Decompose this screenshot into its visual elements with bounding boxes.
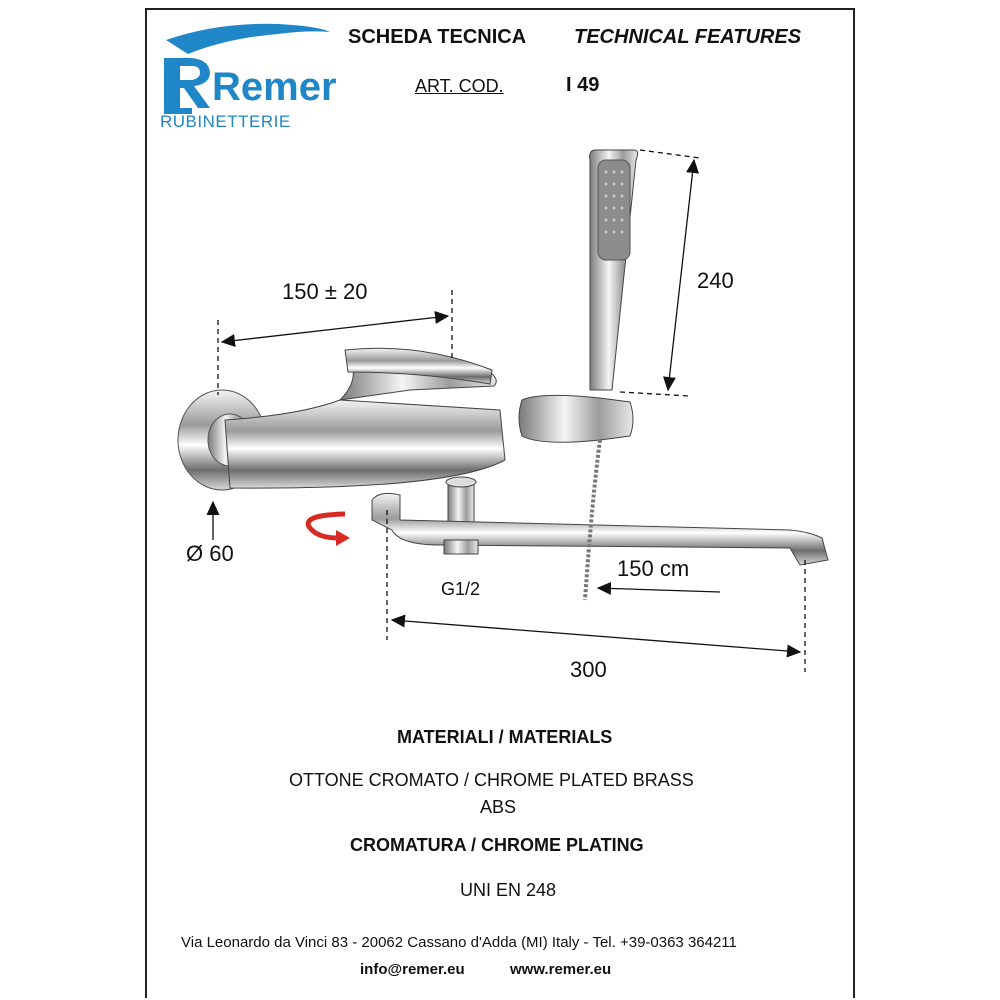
logo-subtitle: RUBINETTERIE	[160, 112, 291, 131]
shower-hose	[585, 440, 600, 600]
dim-flange-diameter: Ø 60	[186, 541, 234, 566]
dim-width-range: 150 ± 20	[282, 279, 368, 304]
art-value: I 49	[566, 74, 600, 96]
dim-shower-height: 240	[697, 268, 734, 293]
logo-text: Remer	[212, 65, 337, 109]
footer-address: Via Leonardo da Vinci 83 - 20062 Cassano d'Adda (MI) Italy - Tel. +39-0363 364211	[181, 934, 737, 951]
hand-shower	[590, 150, 638, 390]
title-it: SCHEDA TECNICA	[348, 26, 527, 48]
footer-email[interactable]: info@remer.eu	[360, 961, 465, 978]
dim-hose-length: 150 cm	[617, 556, 690, 581]
dim-spout-length: 300	[570, 657, 607, 682]
materials-line1: OTTONE CROMATO / CHROME PLATED BRASS	[289, 770, 694, 790]
title-en: TECHNICAL FEATURES	[574, 26, 802, 48]
art-label: ART. COD.	[415, 76, 504, 96]
materials-line2: ABS	[480, 797, 517, 817]
rotation-arrow-icon	[308, 514, 350, 546]
materials-heading: MATERIALI / MATERIALS	[397, 727, 613, 747]
dim-connection: G1/2	[441, 579, 481, 599]
shower-holder	[519, 395, 633, 442]
plating-heading: CROMATURA / CHROME PLATING	[350, 835, 644, 855]
plating-standard: UNI EN 248	[460, 880, 557, 900]
footer-website[interactable]: www.remer.eu	[510, 961, 612, 978]
mixer-body	[225, 348, 505, 488]
spout	[372, 477, 828, 565]
